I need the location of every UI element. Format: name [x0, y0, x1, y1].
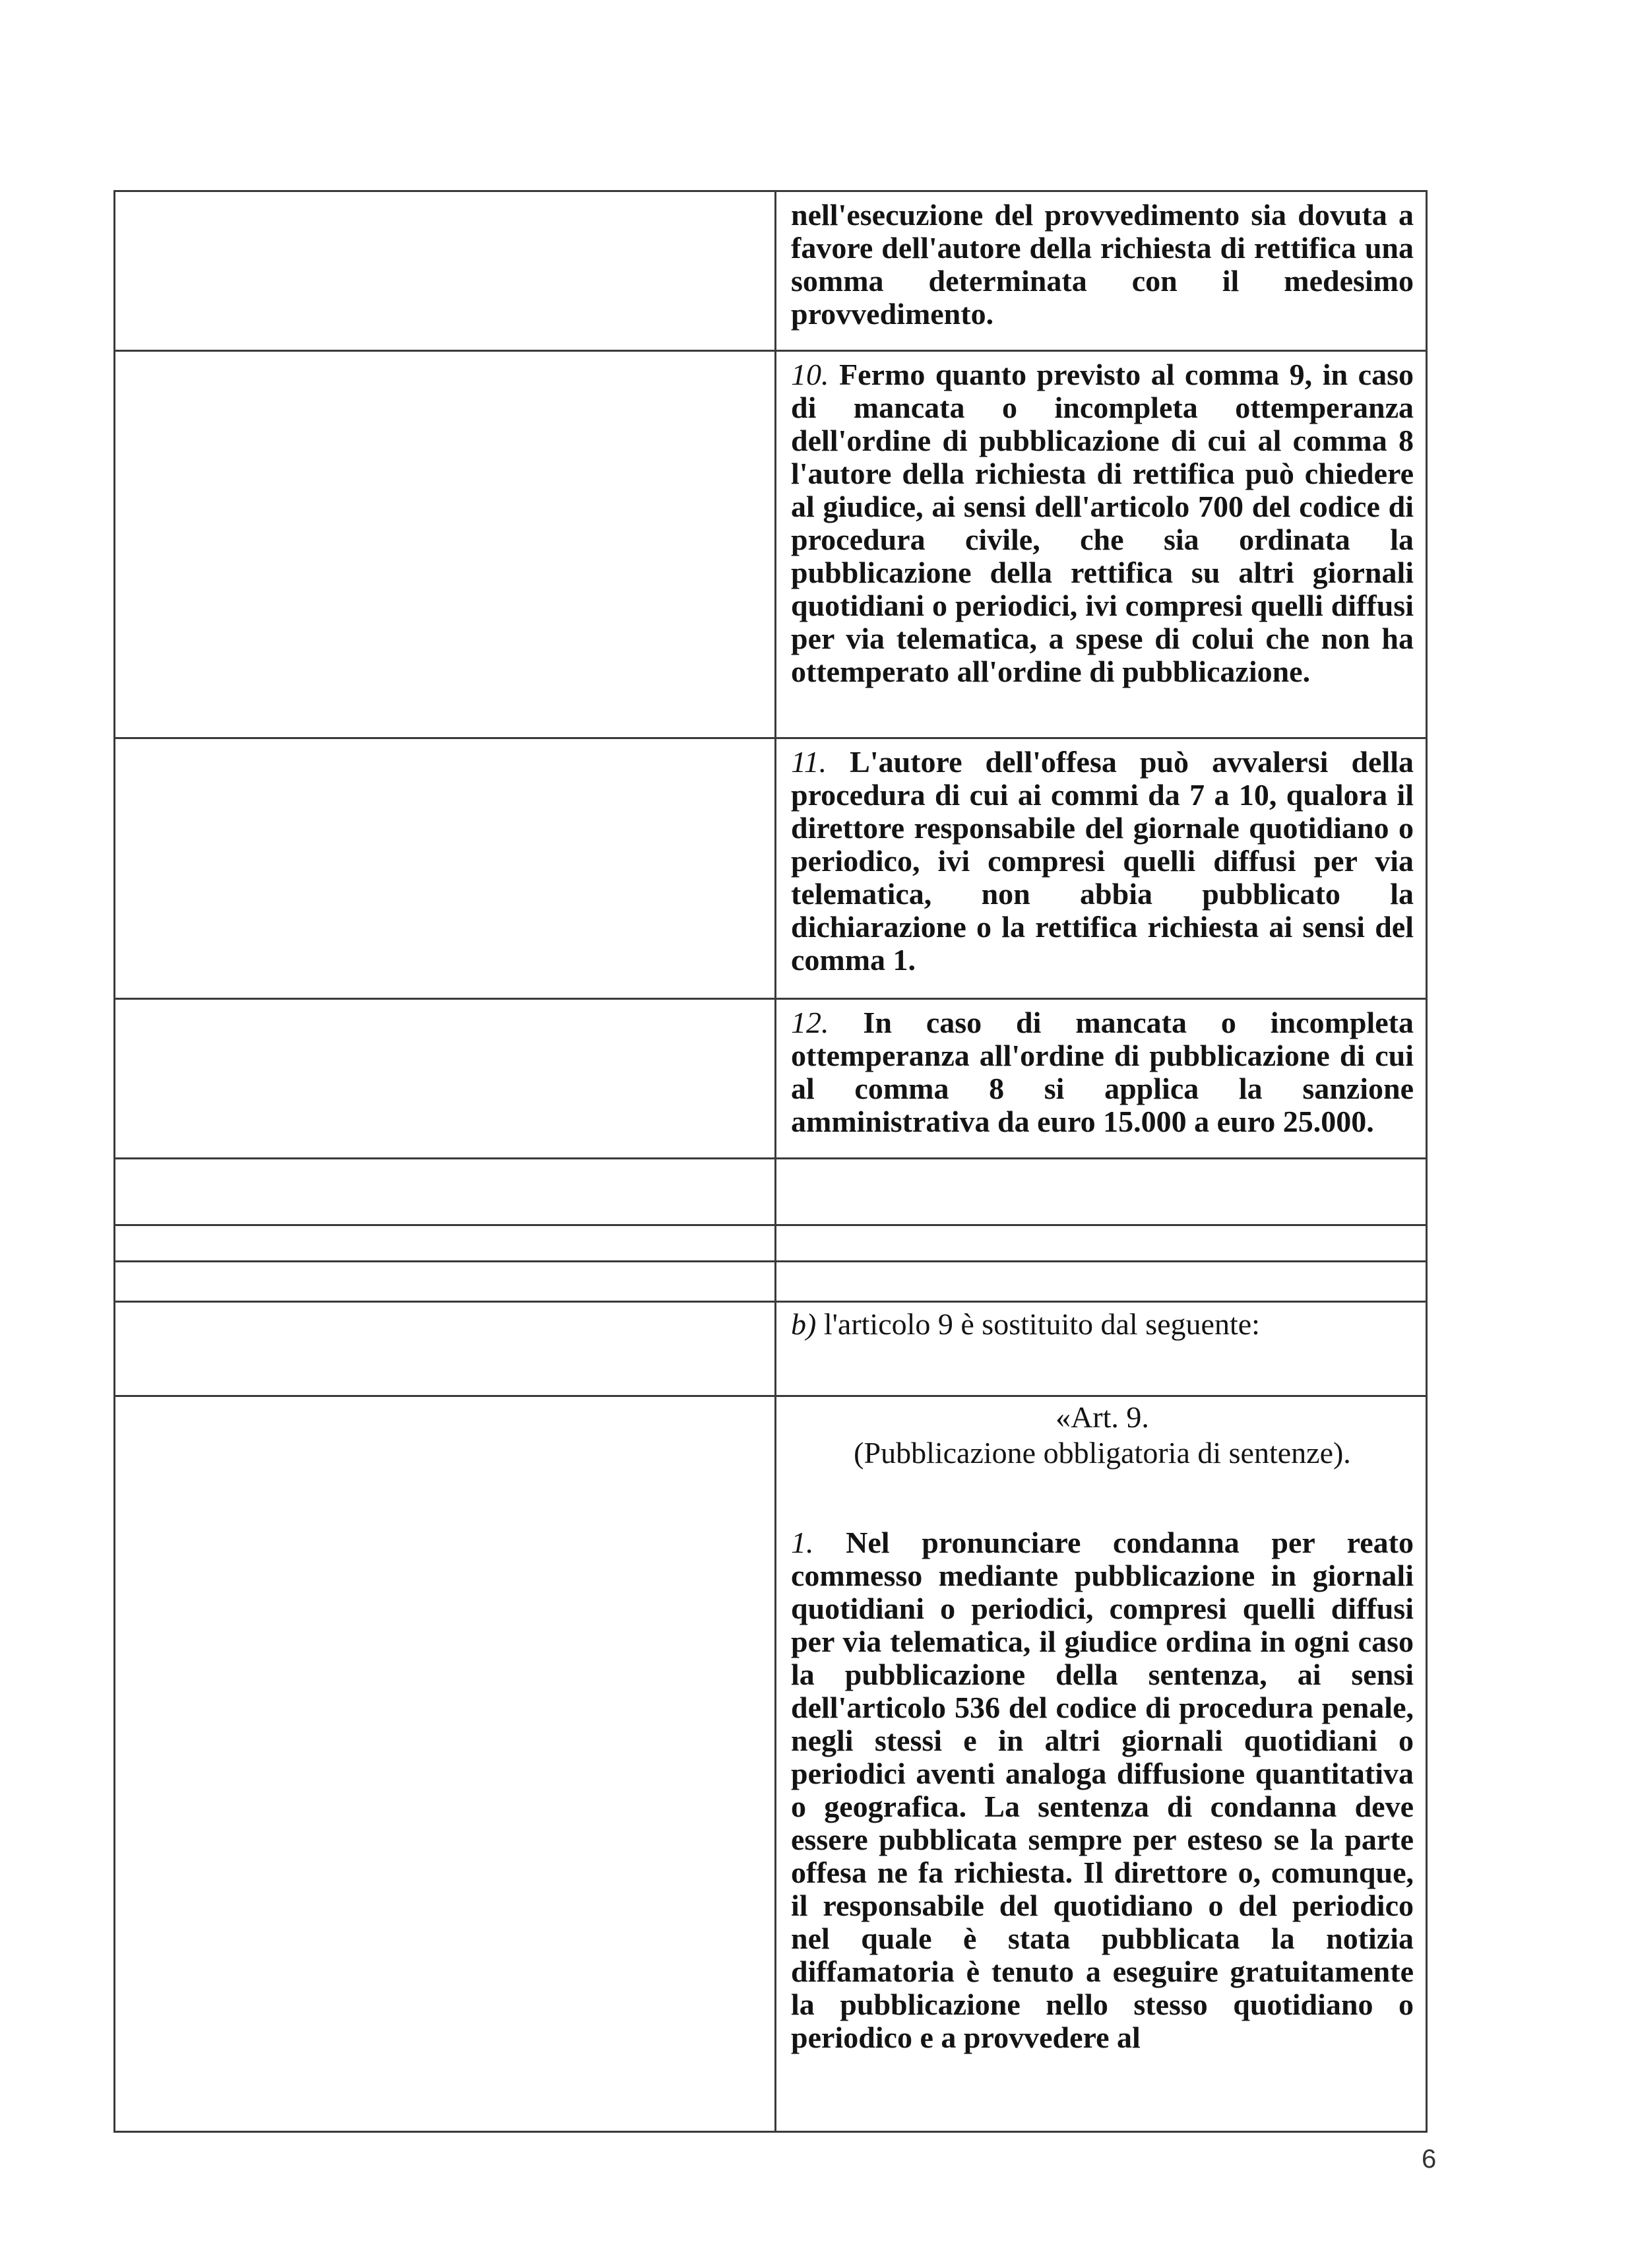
row-1-left-cell [113, 190, 776, 352]
row-8-right-cell [774, 1301, 1428, 1397]
comma-12-text: In caso di mancata o incompleta ottemperanza all'ordine di pubblicazione di cui al comma 8 si applica la sanzione amministrativa da euro 15.000 a euro 25.000. [791, 1006, 1414, 1138]
article-subtitle: (Pubblicazione obbligatoria di sentenze). [854, 1436, 1351, 1470]
article-comma-1 [776, 1470, 1426, 2054]
row-4-right-cell [774, 998, 1428, 1159]
article-title: «Art. 9. [1055, 1400, 1149, 1434]
row-3-paragraph [776, 739, 1426, 977]
row-7-left-cell [113, 1260, 776, 1303]
row-5-left-cell [113, 1157, 776, 1226]
letter-b: b) [791, 1307, 817, 1341]
row-1-text: nell'esecuzione del provvedimento sia dovuta a favore dell'autore della richiesta di rettifica una somma determinata con il medesimo provvedimento. [791, 198, 1414, 331]
comma-10-number: 10. [791, 358, 829, 391]
row-2-right-cell [774, 350, 1428, 739]
row-3-left-cell [113, 737, 776, 1000]
comma-11-text: L'autore dell'offesa può avvalersi della procedura di cui ai commi da 7 a 10, qualora il direttore responsabile del giornale quotidiano o periodico, ivi compresi quelli diffusi per via telematica, non abbia pubblicato la dichiarazione o la rettifica richiesta ai sensi del comma 1. [791, 745, 1414, 977]
page-number: 6 [1422, 2145, 1437, 2174]
row-8-left-cell [113, 1301, 776, 1397]
letter-b-text: l'articolo 9 è sostituito dal seguente: [823, 1307, 1260, 1341]
comma-12-number: 12. [791, 1006, 829, 1039]
row-8-paragraph [776, 1303, 1426, 1341]
row-2-left-cell [113, 350, 776, 739]
row-3-right-cell [774, 737, 1428, 1000]
row-4-paragraph [776, 1000, 1426, 1138]
row-1-right-cell [774, 190, 1428, 352]
row-6-right-cell [774, 1224, 1428, 1262]
row-9-right-cell [774, 1395, 1428, 2133]
comma-11-number: 11. [791, 745, 827, 779]
comma-10-text: Fermo quanto previsto al comma 9, in caso di mancata o incompleta ottemperanza dell'ordine di pubblicazione di cui al comma 8 l'autore della richiesta di rettifica può chiedere al giudice, ai sensi dell'articolo 700 del codice di procedura civile, che sia ordinata la pubblicazione della rettifica su altri giornali quotidiani o periodici, ivi compresi quelli diffusi per via telematica, a spese di colui che non ha ottemperato all'ordine di pubblicazione. [791, 358, 1414, 688]
row-6-left-cell [113, 1224, 776, 1262]
article-comma-1-number: 1. [791, 1526, 814, 1559]
row-9-left-cell [113, 1395, 776, 2133]
row-4-left-cell [113, 998, 776, 1159]
article-comma-1-text: Nel pronunciare condanna per reato commesso mediante pubblicazione in giornali quotidiani o periodici, compresi quelli diffusi per via telematica, il giudice ordina in ogni caso la pubblicazione della sentenza, ai sensi dell'articolo 536 del codice di procedura penale, negli stessi e in altri giornali quotidiani o periodici aventi analoga diffusione quantitativa o geografica. La sentenza di condanna deve essere pubblicata sempre per esteso se la parte offesa ne fa richiesta. Il direttore o, comunque, il responsabile del quotidiano o del periodico nel quale è stata pubblicata la notizia diffamatoria è tenuto a eseguire gratuitamente la pubblicazione nello stesso quotidiano o periodico e a provvedere al [791, 1526, 1414, 2054]
row-5-right-cell [774, 1157, 1428, 1226]
row-7-right-cell [774, 1260, 1428, 1303]
row-2-paragraph [776, 352, 1426, 688]
